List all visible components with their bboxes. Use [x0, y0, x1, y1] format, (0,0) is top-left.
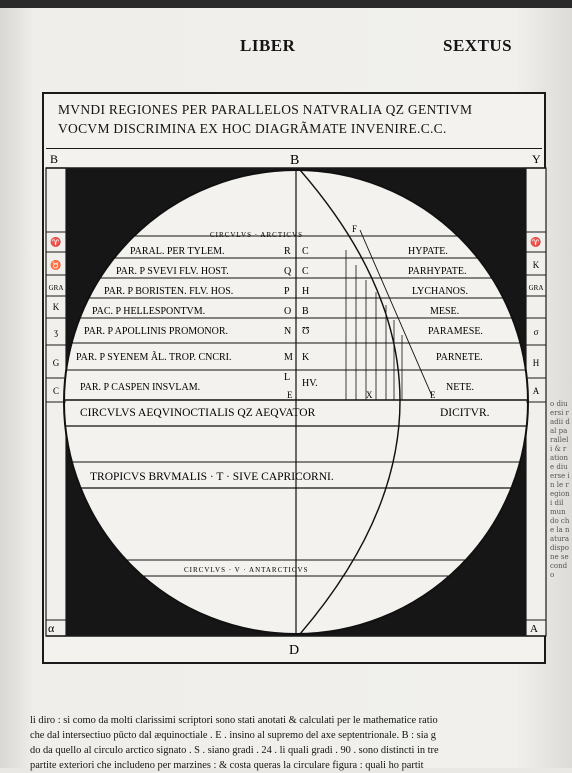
parallel-letter: P [284, 286, 290, 297]
parallel-symbol: C [302, 246, 309, 257]
tone-label: PARNETE. [436, 352, 483, 363]
right-scale-mark: H [532, 358, 540, 368]
parallel-label: PAR. P SYENEM ÃL. TROP. CNCRI. [76, 352, 232, 363]
left-scale-mark: ♉ [50, 260, 62, 270]
parallel-label: PARAL. PER TYLEM. [130, 246, 225, 257]
tone-label: PARAMESE. [428, 326, 483, 337]
parallel-label: PAR. P BORISTEN. FLV. HOS. [104, 286, 234, 297]
corner-label-top-right: Y [532, 152, 541, 166]
body-text-line: do da quello al circulo arctico signato . S . siano gradi . 24 . li quali gradi . 90 . sono distincti in tre [30, 745, 439, 756]
tone-label: NETE. [446, 382, 475, 393]
arctic-circle-label: CIRCVLVS · ARCTICVS [210, 231, 304, 239]
left-scale-mark: G [52, 358, 60, 368]
diagram-title-line-2: VOCVM DISCRIMINA EX HOC DIAGRÃMATE INVENIRE.C.C. [58, 121, 447, 136]
body-text [30, 713, 570, 773]
parallel-letter: L [284, 372, 291, 383]
left-scale-mark: GRA [48, 284, 64, 292]
margin-text-column: o diuersi radii dal paralleli & ratione diuerse in le regioni dil mundo che la natura dispone secondo [550, 400, 570, 579]
right-scale-mark: GRA [528, 284, 544, 292]
parallel-symbol: C [302, 266, 309, 277]
tone-label: MESE. [430, 306, 460, 317]
body-text-line: che dal intersectiuo pūcto dal æquinoctiale . E . insino al supremo del axe septentrionale. B : sia g [30, 730, 436, 741]
tone-label: PARHYPATE. [408, 266, 467, 277]
parallel-letter: M [284, 352, 293, 363]
running-header-left: LIBER [240, 36, 296, 55]
left-scale-mark: ♈ [50, 237, 62, 247]
corner-label-bottom-left: α [48, 621, 55, 635]
parallel-symbol: B [302, 306, 309, 317]
body-text-line: partite exteriori che includeno per marzines : & costa queras la circulare figura : quali ho partit [30, 760, 424, 771]
diagram-title-line-1: MVNDI REGIONES PER PARALLELOS NATVRALIA QZ GENTIVM [58, 102, 473, 117]
antarctic-circle-label: CIRCVLVS · V · ANTARCTICVS [184, 566, 309, 574]
parallel-symbol: H [302, 286, 310, 297]
parallel-letter: Q [284, 266, 292, 277]
parallel-label: PAC. P HELLESPONTVM. [92, 306, 206, 317]
parallel-label: PAR. P APOLLINIS PROMONOR. [84, 326, 229, 337]
equator-label: CIRCVLVS AEQVINOCTIALIS QZ AEQVATOR [80, 407, 316, 419]
parallel-symbol: HV. [302, 378, 318, 389]
tropic-label: TROPICVS BRVMALIS · T · SIVE CAPRICORNI. [90, 471, 334, 483]
parallel-symbol: K [302, 352, 310, 363]
left-scale-mark: K [52, 302, 60, 312]
tone-label: LYCHANOS. [412, 286, 468, 297]
equator-mark-left: E [287, 390, 293, 400]
parallel-symbol: Ʊ [302, 326, 310, 337]
left-scale-mark: ʒ [54, 327, 58, 337]
parallel-letter: R [284, 246, 291, 257]
corner-label-top-left: B [50, 152, 59, 166]
axis-label-top: B [290, 153, 300, 168]
equator-mark-mid: X [366, 390, 373, 400]
right-scale-mark: A [532, 386, 540, 396]
body-text-line: li diro : si como da molti clarissimi scriptori sono stati anotati & calculati per le mathematice ratio [30, 715, 438, 726]
arc-mark-f: F [352, 224, 358, 234]
parallel-letter: N [284, 326, 292, 337]
parallel-label: PAR. P CASPEN INSVLAM. [80, 382, 201, 393]
equator-label-tail: DICITVR. [440, 407, 490, 419]
left-scale-mark: C [52, 386, 60, 396]
tone-label: HYPATE. [408, 246, 448, 257]
right-scale-mark: σ [533, 327, 539, 337]
equator-mark-right: E [430, 390, 436, 400]
corner-label-bottom-right: A [530, 623, 538, 635]
right-scale-mark: ♈ [530, 237, 542, 247]
parallel-letter: O [284, 306, 292, 317]
axis-label-bottom: D [289, 643, 300, 658]
running-header-right: SEXTUS [443, 36, 513, 55]
right-scale-mark: K [532, 260, 540, 270]
parallel-label: PAR. P SVEVI FLV. HOST. [116, 266, 229, 277]
